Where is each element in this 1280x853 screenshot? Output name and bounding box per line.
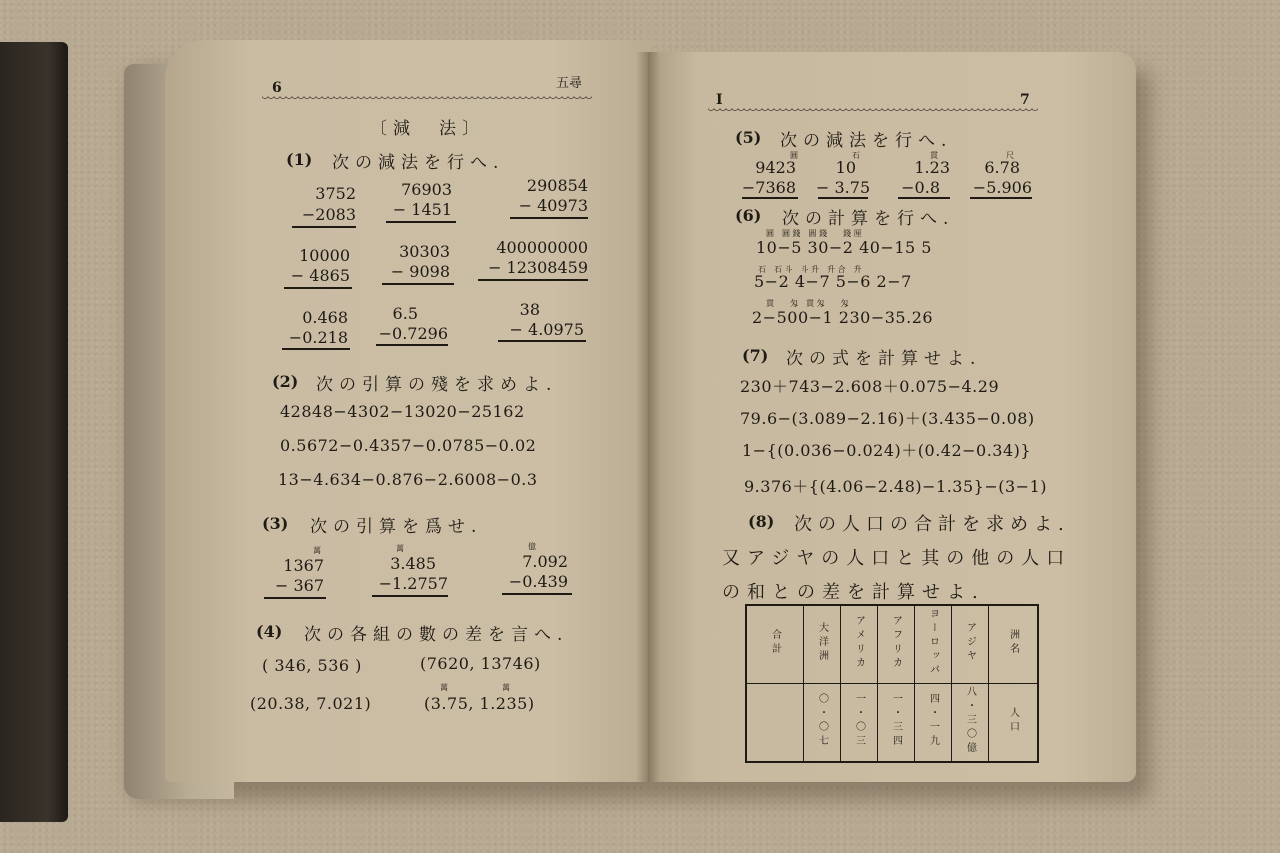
- q5-p2-bottom: − 3.75: [816, 178, 871, 197]
- q6-instruction: 次の計算を行へ.: [782, 209, 955, 229]
- q2-instruction: 次の引算の殘を求めよ.: [316, 375, 558, 395]
- q5-p1-rule: [742, 197, 798, 199]
- q1-p2-top: 76903: [401, 180, 452, 199]
- q7-line-3: 1−{(0.036−0.024)＋(0.42−0.34)}: [742, 441, 1032, 460]
- q1-instruction: 次の減法を行へ.: [332, 153, 505, 173]
- q3-p3-rule: [502, 593, 572, 595]
- table-value-cell: 一・三四: [878, 684, 915, 763]
- book-gutter: [636, 52, 660, 782]
- q1-p2-bottom: − 1451: [392, 200, 452, 219]
- q1-p1-top: 3752: [315, 184, 356, 203]
- q4-pair-3: (20.38, 7.021): [250, 694, 372, 713]
- adjacent-book-edge: [0, 42, 68, 822]
- q1-p9-bottom: − 4.0975: [509, 320, 584, 339]
- q5-p2-rule: [818, 197, 868, 199]
- table-header-row: [746, 605, 1038, 684]
- table-value-cell: 八・三〇億: [952, 684, 989, 763]
- q6-line-1-units: 圓 圓 錢 圓 錢 錢 厘: [766, 229, 862, 238]
- q1-p8-bottom: −0.7296: [378, 324, 448, 343]
- q1-p1-bottom: −2083: [301, 205, 356, 224]
- q2-line-3: 13−4.634−0.876−2.6008−0.3: [278, 470, 538, 489]
- right-page-number: 7: [1020, 92, 1030, 108]
- q1-p3-bottom: − 40973: [518, 196, 588, 215]
- q1-p6-top: 400000000: [496, 238, 588, 257]
- q3-p3-top: 7.092: [522, 552, 568, 571]
- q3-p1-rule: [264, 597, 326, 599]
- q1-p7-bottom: −0.218: [288, 328, 348, 347]
- q3-p1-bottom: − 367: [274, 576, 324, 595]
- q8-label: (8): [748, 512, 775, 531]
- q7-line-1: 230＋743−2.608＋0.075−4.29: [740, 377, 1000, 396]
- q4-unit-1: 萬: [440, 683, 448, 692]
- q5-p3-unit: 貫: [930, 151, 938, 160]
- q1-p7-rule: [282, 348, 350, 350]
- q3-p2-unit: 萬: [396, 544, 404, 553]
- q1-p9-top: 38: [519, 300, 540, 319]
- q3-instruction: 次の引算を爲せ.: [310, 517, 483, 537]
- left-header-rule: [262, 96, 592, 102]
- table-total-cell: [746, 684, 804, 763]
- table-header-continent: アジヤ: [952, 605, 989, 684]
- q2-line-1: 42848−4302−13020−25162: [280, 402, 525, 421]
- q5-p3-bottom: −0.8: [901, 178, 940, 197]
- q5-p2-unit: 石: [852, 151, 860, 160]
- q6-line-1: 10−5 30−2 40−15 5: [756, 238, 932, 257]
- q1-p5-top: 30303: [399, 242, 450, 261]
- q6-line-2: 5−2 4−7 5−6 2−7: [754, 272, 912, 291]
- q1-p4-bottom: − 4865: [290, 266, 350, 285]
- q4-label: (4): [256, 622, 283, 641]
- q1-label: (1): [286, 150, 313, 169]
- q4-instruction: 次の各組の數の差を言へ.: [304, 625, 569, 645]
- table-value-cell: 〇・〇七: [804, 684, 841, 763]
- q4-pair-2: (7620, 13746): [420, 654, 541, 673]
- q5-p1-unit: 圓: [790, 151, 798, 160]
- section-title: 〔減 法〕: [370, 119, 485, 139]
- table-value-row: [746, 684, 1038, 763]
- q1-p3-rule: [510, 217, 588, 219]
- q2-label: (2): [272, 372, 299, 391]
- q5-p4-bottom: −5.906: [972, 178, 1032, 197]
- q1-p4-top: 10000: [299, 246, 350, 265]
- q7-label: (7): [742, 346, 769, 365]
- q8-line-2: 又アジヤの人口と其の他の人口: [722, 548, 1072, 569]
- q6-line-2-units: 石 石 斗 斗 升 升 合 升: [758, 265, 862, 274]
- q5-p3-top: 1.23: [914, 158, 950, 177]
- q1-p7-top: 0.468: [302, 308, 348, 327]
- q4-unit-2: 萬: [502, 683, 510, 692]
- table-header-continent: ヨーロッパ: [915, 605, 952, 684]
- q1-p2-rule: [386, 221, 456, 223]
- table-header-total: 合計: [746, 605, 804, 684]
- q1-p8-rule: [376, 344, 448, 346]
- q3-p3-bottom: −0.439: [508, 572, 568, 591]
- table-value-cell: 四・一九: [915, 684, 952, 763]
- table-header-continent: 大洋洲: [804, 605, 841, 684]
- q5-label: (5): [735, 128, 762, 147]
- q1-p1-rule: [292, 226, 356, 228]
- left-page-number: 6: [272, 80, 282, 96]
- q7-line-2: 79.6−(3.089−2.16)＋(3.435−0.08): [740, 409, 1035, 428]
- q1-p3-top: 290854: [526, 176, 588, 195]
- q5-p1-bottom: −7368: [741, 178, 796, 197]
- q3-p1-unit: 萬: [313, 546, 321, 555]
- q4-pair-4: (3.75, 1.235): [424, 694, 535, 713]
- right-running-head: I: [716, 92, 723, 108]
- q7-line-4: 9.376＋{(4.06−2.48)−1.35}−(3−1): [744, 477, 1047, 496]
- q1-p9-rule: [498, 340, 586, 342]
- q3-p1-top: 1367: [283, 556, 324, 575]
- q8-line-3: の和との差を計算せよ.: [722, 582, 985, 603]
- q5-p1-top: 9423: [755, 158, 796, 177]
- q5-p4-rule: [970, 197, 1032, 199]
- q1-p4-rule: [284, 287, 352, 289]
- q8-instruction: 次の人口の合計を求めよ.: [794, 514, 1070, 535]
- q6-line-3: 2−500−1 230−35.26: [752, 308, 934, 327]
- q5-p2-top: 10: [835, 158, 856, 177]
- q4-pair-1: ( 346, 536 ): [262, 656, 362, 675]
- q3-label: (3): [262, 514, 289, 533]
- left-running-head: 五尋: [556, 76, 583, 91]
- q2-line-2: 0.5672−0.4357−0.0785−0.02: [280, 436, 537, 455]
- q1-p5-rule: [382, 283, 454, 285]
- q3-p2-top: 3.485: [390, 554, 436, 573]
- q3-p2-bottom: −1.2757: [378, 574, 448, 593]
- q1-p6-bottom: − 12308459: [488, 258, 588, 277]
- q1-p6-rule: [478, 279, 588, 281]
- q5-instruction: 次の減法を行へ.: [780, 131, 953, 151]
- q6-line-3-units: 貫 匁 貫 匁 匁: [766, 299, 849, 308]
- q3-p2-rule: [372, 595, 448, 597]
- table-row-label: 人口: [989, 684, 1039, 763]
- q1-p8-top: 6.5: [392, 304, 418, 323]
- q1-p5-bottom: − 9098: [390, 262, 450, 281]
- table-header-name: 洲名: [989, 605, 1039, 684]
- q7-instruction: 次の式を計算せよ.: [786, 349, 982, 369]
- q5-p4-top: 6.78: [984, 158, 1020, 177]
- q5-p4-unit: 尺: [1006, 151, 1014, 160]
- right-header-rule: [708, 108, 1038, 114]
- table-value-cell: 一・〇三: [841, 684, 878, 763]
- q3-p3-unit: 億: [528, 542, 536, 551]
- q6-label: (6): [735, 206, 762, 225]
- population-table: [745, 604, 1039, 763]
- table-header-continent: アメリカ: [841, 605, 878, 684]
- table-header-continent: アフリカ: [878, 605, 915, 684]
- q5-p3-rule: [898, 197, 950, 199]
